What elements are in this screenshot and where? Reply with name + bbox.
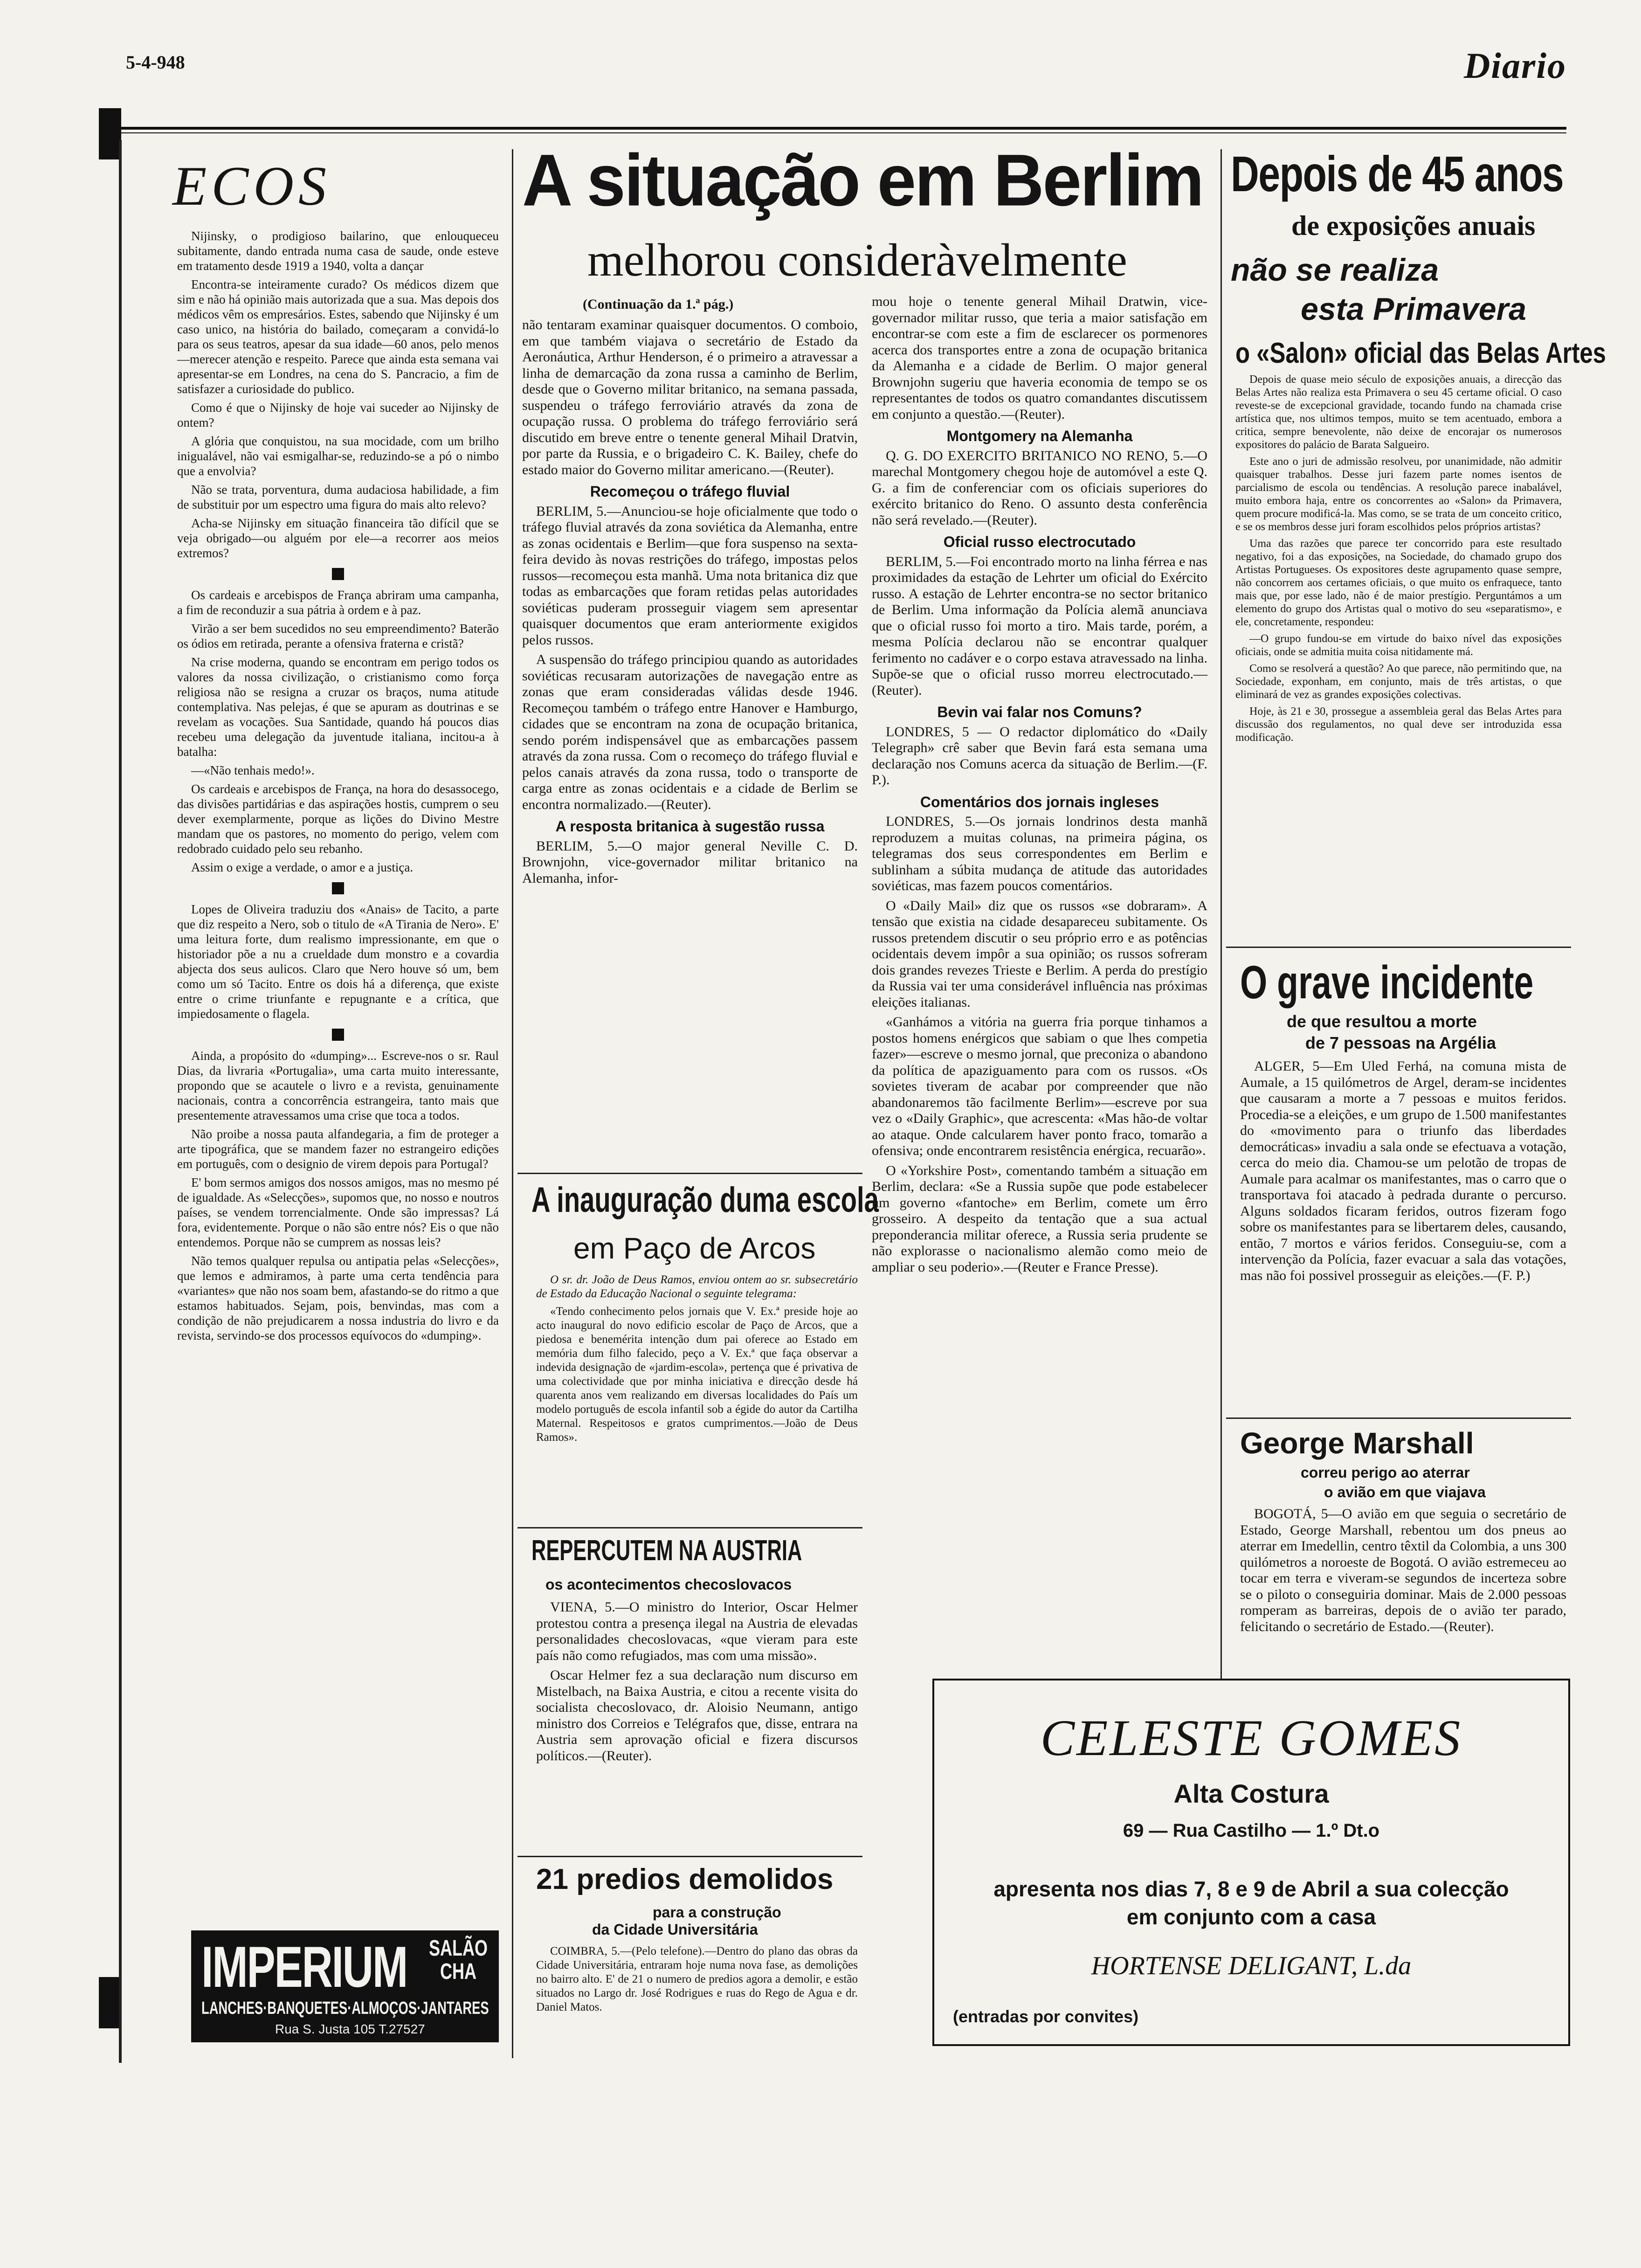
article-paragraph: BERLIM, 5.—Anunciou-se hoje oficialmente que todo o tráfego fluvial através da zona soviética da Alemanha, entre as zonas ocidentais e Berlim—que fora suspenso na sexta-feira devido às novas restrições do tráfego, impostas pelos russos—recomeçou esta manhã. Uma nota britanica diz que todas as embarcações que foram retidas pelas autoridades soviéticas puderam prosseguir viagem sem apresentar quaisquer documentos que eram anteriormente exigidos pelos russos.: [522, 503, 858, 648]
ecos-paragraph: Como é que o Nijinsky de hoje vai suceder ao Nijinsky de ontem?: [177, 401, 499, 429]
exposicoes-headline-5: o «Salon» oficial das Belas Artes: [1235, 337, 1606, 369]
ecos-paragraph: Não temos qualquer repulsa ou antipatia pelas «Selecções», que lemos e admiramos, à parte uma certa tendência para «variantes» que não nos soam bem, afastando-se do ritmo a que estamos habituados. Sejam, pois, benvindas, mas com a condição de não prejudicarem a nossa industria do livro e da revista, servindo-se dos processos equívocos do «dumping».: [177, 1254, 499, 1342]
section-bullet: [332, 882, 344, 894]
predios-headline: 21 predios demolidos: [536, 1863, 834, 1895]
margin-block: [99, 108, 121, 159]
column-divider: [1220, 149, 1222, 1680]
article-paragraph: BERLIM, 5.—O major general Neville C. D. Brownjohn, vice-governador militar britanico na Alemanha, infor-: [522, 838, 858, 886]
predios-subheadline: para a construção: [653, 1904, 781, 1921]
exposicoes-headline-4: esta Primavera: [1301, 291, 1526, 327]
imperium-salao: [429, 1937, 488, 1984]
ecos-paragraph: Os cardeais e arcebispos de França abriram uma campanha, a fim de reconduzir a sua pátria à ordem e à paz.: [177, 588, 499, 617]
ecos-paragraph: Assim o exige a verdade, o amor e a justiça.: [191, 860, 414, 874]
article-paragraph: VIENA, 5.—O ministro do Interior, Oscar Helmer protestou contra a presença ilegal na Austria de elevadas personalidades checoslovacas, «que vieram para este país não como refugiados, mas com uma missão».: [536, 1599, 858, 1663]
ecos-paragraph: Os cardeais e arcebispos de França, na hora do desassocego, das divisões partidárias e das aspirações hostis, cumprem o seu dever exemplarmente, porque as lições do Divino Mestre mandam que os pastores, no momento do perigo, velem com redobrado cuidado pelo seu rebanho.: [177, 782, 499, 856]
ecos-paragraph: Ainda, a propósito do «dumping»... Escreve-nos o sr. Raul Dias, da livraria «Portugalia», uma carta muito interessante, propondo que se acautele o livro e a revista, genuinamente nacionais, contra a concorrência estrangeira, tanto mais que presentemente atravessamos uma crise que toca a todos.: [177, 1049, 499, 1122]
section-rule: [1226, 947, 1571, 948]
continuation-note: (Continuação da 1.ª pág.): [583, 297, 734, 312]
ecos-paragraph: Nijinsky, o prodigioso bailarino, que enlouqueceu subitamente, dando entrada numa casa de saude, onde esteve em tratamento desde 1919 a 1940, volta a dançar: [177, 229, 499, 273]
section-rule: [517, 1173, 862, 1174]
ecos-paragraph: A glória que conquistou, na sua mocidade, com um brilho inigualável, não vai esmigalhar-se, reduzindo-se a pó o nimbo que a envolvia?: [177, 434, 499, 478]
ecos-column: [177, 228, 499, 1347]
article-subheading: A resposta britanica à sugestão russa: [555, 818, 825, 835]
celeste-note: (entradas por convites): [953, 2007, 1139, 2026]
section-rule: [517, 1856, 862, 1857]
article-paragraph: «Ganhámos a vitória na guerra fria porque tinhamos a postos homens enérgicos que sabiam o que lhes competia fazer»—escreve o mesmo jornal, que preconiza o abandono da política de apaziguamento para com os russos. «Os sovietes tiveram de acabar por compreender que não abandonaremos tão facilmente Berlim»—escreve por sua vez o «Daily Graphic», que acrescenta: «Mas hão-de voltar ao ataque. Onde calcularem haver ponto fraco, tomarão a ofensiva; onde encontrarem resistência enérgica, recuarão».: [872, 1014, 1207, 1158]
incidente-column: [1240, 1058, 1566, 1287]
berlim-subheadline: melhorou consideràvelmente: [587, 234, 1127, 286]
article-subheading: Oficial russo electrocutado: [943, 533, 1136, 550]
page-date: 5-4-948: [126, 52, 185, 73]
ecos-paragraph: Na crise moderna, quando se encontram em perigo todos os valores da nossa civilização, o cristianismo como força religiosa não se resigna a cruzar os braços, numa atitude contemplativa. Nas pelejas, é que se apuram as doutrinas e se revelam as vocações. Sua Santidade, quando há poucos dias recebeu uma delegação da juventude italiana, incitou-a à batalha:: [177, 655, 499, 759]
celeste-partner: HORTENSE DELIGANT, L.da: [1091, 1951, 1412, 1980]
ecos-paragraph: Encontra-se inteiramente curado? Os médicos dizem que sim e não há opinião mais autorizada que a sua. Mas depois dos médicos vêm os empresários. Estes, sabendo que Nijinsky é um caso unico, na história do bailado, começaram a convidá-lo para os seus teatros, apesar da sua idade—60 anos, pelo menos—merecer atenção e respeito. Parece que ainda esta semana vai apresentar-se em Londres, na cena do S. Pancracio, a fim de satisfazer a curiosidade do publico.: [177, 277, 499, 396]
imperium-salao-label: SALÃO: [429, 1936, 488, 1961]
article-paragraph: ALGER, 5—Em Uled Ferhá, na comuna mista de Aumale, a 15 quilómetros de Argel, deram-se incidentes que causaram a morte a 7 pessoas e muitos feridos. Procedia-se a eleições, e um grupo de 1.500 manifestantes do «movimento para o triunfo das liberdades democráticas» invadiu a sala onde se efectuava a votação, cerca do meio dia. Chamou-se um pelotão de tropas de Aumale para acalmar os manifestantes, mas o carro que o transportava foi atacado à pedrada durante o percurso. Alguns soldados ficaram feridos, outros fizeram fogo sobre os manifestantes para se libertarem deles, causando, então, 7 mortos e vários feridos. Conseguiu-se, com a intervenção da Polícia, fazer evacuar a sala das votações, mas não foi possivel prosseguir as eleições.—(F. P.): [1240, 1058, 1566, 1283]
section-rule: [517, 1527, 862, 1528]
ecos-paragraph: —«Não tenhais medo!».: [191, 763, 315, 777]
article-paragraph: Uma das razões que parece ter concorrido para este resultado negativo, foi a das exposições, na Sociedade, do chamado grupo dos Artistas Portugueses. Os expositores deste agrupamento quase sempre, não concorrem aos certames oficiais, o que muito os enfraquece, tanto mais que, por esse lado, não é de maior prestígio. Perguntámos a um elemento do grupo dos Artistas qual o motivo do seu «separatismo», e ele, concretamente, respondeu:: [1235, 538, 1562, 628]
article-paragraph: LONDRES, 5 — O redactor diplomático do «Daily Telegraph» crê saber que Bevin fará esta semana uma declaração nos Comuns acerca da situação de Berlim.—(F. P.).: [872, 724, 1207, 788]
imperium-name: IMPERIUM: [201, 1935, 407, 1999]
marshall-subheadline: o avião em que viajava: [1324, 1484, 1486, 1500]
article-paragraph: LONDRES, 5.—Os jornais londrinos desta manhã reproduzem a muitas colunas, na primeira página, os telegramas dos seus correspondentes em Berlim e sublinham a súbita mudança de atitude das autoridades soviéticas, mas fazem poucos comentários.: [872, 814, 1207, 893]
celeste-name: CELESTE GOMES: [1040, 1709, 1462, 1766]
ecos-title: ECOS: [172, 155, 331, 217]
article-paragraph: «Tendo conhecimento pelos jornais que V. Ex.ª preside hoje ao acto inaugural do novo edificio escolar de Paço de Arcos, que a piedosa e benemérita intenção dum pai oferece ao Estado em memória dum filho falecido, peço a V. Ex.ª que faça observar a indevida designação de «jardim-escola», pertença que é privativa de uma colectividade que por minha iniciativa e direcção desde há quarenta anos vem realizando em diversas localidades do País um modelo português de escola infantil sob a égide do autor da Cartilha Maternal. Respeitosos e gratos cumprimentos.—João de Deus Ramos».: [536, 1305, 858, 1444]
berlim-column-1: [522, 317, 858, 890]
marshall-subheadline: correu perigo ao aterrar: [1301, 1464, 1470, 1481]
article-paragraph: Como se resolverá a questão? Ao que parece, não permitindo que, na Sociedade, exponham, em conjunto, mais de três artistas, o que eliminará de vez as grandes exposições colectivas.: [1235, 663, 1562, 701]
inauguracao-column: [536, 1273, 858, 1448]
margin-block: [99, 1977, 121, 2028]
article-paragraph: não tentaram examinar quaisquer documentos. O comboio, em que também viajava o secretário de Estado da Aeronáutica, Arthur Henderson, é o primeiro a atravessar a linha de demarcação da zona russa a caminho de Berlim, desde que o Governo militar britanico, na semana passada, suspendeu o tráfego ferroviário através da zona de ocupação russa. O problema do tráfego ferroviário será discutido em breve entre o tenente general Mihail Dratvin, por parte da Russia, e o brigadeiro C. K. Bailey, chefe do estado maior do Governo militar americano.—(Reuter).: [522, 317, 858, 477]
article-paragraph: Q. G. DO EXERCITO BRITANICO NO RENO, 5.—O marechal Montgomery chegou hoje de automóvel a este Q. G. a fim de conferenciar com os oficiais superiores do exército britanico do Reno. O assunto desta conferência não será revelado.—(Reuter).: [872, 448, 1207, 528]
celeste-trade: Alta Costura: [1173, 1779, 1329, 1808]
article-subheading: Recomeçou o tráfego fluvial: [590, 483, 790, 500]
masthead: Diario: [1463, 45, 1566, 86]
berlim-headline: A situação em Berlim: [522, 138, 1203, 221]
inauguracao-subheadline: em Paço de Arcos: [573, 1231, 816, 1265]
ecos-paragraph: Não proibe a nossa pauta alfandegaria, a fim de proteger a arte tipográfica, que se mandem fazer no estrangeiro edições em português, com o designio de virem depois para Portugal?: [177, 1127, 499, 1171]
exposicoes-column: [1235, 373, 1562, 748]
celeste-gomes-advertisement: [932, 1679, 1570, 2046]
imperium-advertisement: [191, 1930, 499, 2042]
predios-column: [536, 1944, 858, 2018]
top-rule: [107, 127, 1566, 130]
section-bullet: [332, 1029, 344, 1041]
section-rule: [1226, 1418, 1571, 1419]
column-divider: [119, 140, 122, 2063]
article-subheading: Bevin vai falar nos Comuns?: [937, 704, 1142, 720]
exposicoes-headline-3: não se realiza: [1231, 252, 1439, 288]
celeste-line-1: apresenta nos dias 7, 8 e 9 de Abril a sua colecção: [993, 1877, 1509, 1901]
exposicoes-headline: Depois de 45 anos: [1231, 145, 1564, 202]
article-paragraph: COIMBRA, 5.—(Pelo telefone).—Dentro do plano das obras da Cidade Universitária, entraram hoje numa nova fase, as demolições no bairro alto. E' de 21 o numero de predios agora a demolir, e estão situados no Largo dr. José Rodrigues e ruas do Rego de Agua e dr. Daniel Matos.: [536, 1945, 858, 2013]
celeste-line-2: em conjunto com a casa: [1126, 1905, 1376, 1929]
celeste-address: 69 — Rua Castilho — 1.º Dt.o: [1123, 1820, 1380, 1841]
berlim-column-2: [872, 294, 1207, 1279]
article-subheading: Comentários dos jornais ingleses: [920, 793, 1159, 810]
marshall-headline: George Marshall: [1240, 1426, 1474, 1460]
austria-column: [536, 1599, 858, 1768]
incidente-subheadline: de que resultou a morte: [1287, 1012, 1477, 1031]
austria-subheadline: os acontecimentos checoslovacos: [545, 1576, 792, 1593]
article-paragraph: BOGOTÁ, 5—O avião em que seguia o secretário de Estado, George Marshall, rebentou um dos pneus ao aterrar em Imedellin, centro têxtil da Colombia, a uns 300 quilómetros a noroeste de Bogotá. O avião estremeceu ao tocar em terra e viveram-se segundos de incerteza sobre se o piloto o conseguiria dominar. Mais de 2.000 pessoas romperam as barreiras, depois de o avião ter parado, felicitando o secretário de Estado.—(Reuter).: [1240, 1506, 1566, 1634]
section-bullet: [332, 568, 344, 580]
article-paragraph: Depois de quase meio século de exposições anuais, a direcção das Belas Artes não realiza esta Primavera o seu 45 certame oficial. O caso reveste-se de excepcional gravidade, tocando fundo na chamada crise artística que, nos ultimos tempos, muito se tem acentuado, embora a critica, sempre benevolente, não deixe de encorajar os numerosos expositores do palácio de Barata Salgueiro.: [1235, 373, 1562, 451]
imperium-cha-label: CHA: [440, 1959, 476, 1984]
article-paragraph: —O grupo fundou-se em virtude do baixo nível das exposições oficiais, onde se admitia muita coisa nitidamente má.: [1235, 633, 1562, 658]
incidente-subheadline: de 7 pessoas na Argélia: [1305, 1033, 1496, 1052]
article-paragraph: A suspensão do tráfego principiou quando as autoridades soviéticas recusaram autorizações de navegação entre as zonas que eram consideradas válidas desde 1946. Recomeçou também o tráfego entre Hanover e Hamburgo, cidades que se encontram na zona de ocupação britanica, sendo porém indispensável que as embarcações passem através da zona russa. Com o recomeço do tráfego fluvial e pelos canais através da zona russa, todo o transporte de carga entre as zonas ocidentais e a cidade de Berlim se encontra normalizado.—(Reuter).: [522, 652, 858, 812]
imperium-services: LANCHES·BANQUETES·ALMOÇOS·JANTARES: [201, 1998, 489, 2018]
ecos-paragraph: Lopes de Oliveira traduziu dos «Anais» de Tacito, a parte que diz respeito a Nero, sob o titulo de «A Tirania de Nero». E' uma leitura forte, dum realismo impressionante, em que o historiador põe a nu a crueldade dum monstro e a covardia abjecta dos seus aulicos. Claro que Nero houve só um, bem como um só Tacito. Entre os dois há a diferença, que existe entre o crime triunfante e repugnante e a crítica, que impiedosamente o flagela.: [177, 902, 499, 1021]
article-paragraph: Oscar Helmer fez a sua declaração num discurso em Mistelbach, na Baixa Austria, e citou a recente visita do socialista checoslovaco, dr. Aloisio Neumann, antigo ministro dos Correios e Telégrafos que, disse, entrara na Austria sem aprovação oficial e fizera discursos políticos.—(Reuter).: [536, 1667, 858, 1763]
inauguracao-headline: A inauguração duma escola: [531, 1180, 879, 1220]
marshall-column: [1240, 1506, 1566, 1639]
article-paragraph: Este ano o juri de admissão resolveu, por unanimidade, não admitir quaisquer trabalhos. Desse juri fazem parte nomes isentos de parcialismo de escola ou tendências. A resolução parece inabalável, muito embora haja, entre os concorrentes ao «Salon» da Primavera, quem procure modificá-la. Mas como, se se trata de um conceito critico, e se os membros desse juri foram escolhidos pelos próprios artistas?: [1235, 456, 1562, 533]
ecos-paragraph: E' bom sermos amigos dos nossos amigos, mas no mesmo pé de igualdade. As «Selecções», supomos que, no nosso e noutros países, se vendem torrencialmente. Onde são impressas? Lá fora, evidentemente. Porque o não são entre nós? Eis o que não entendemos. Porque não se cumprem as nossas leis?: [177, 1175, 499, 1249]
article-paragraph: O «Daily Mail» diz que os russos «se dobraram». A tensão que existia na cidade desapareceu subitamente. Os russos pretendem discutir o seu próprio erro e as potências ocidentais devem impôr a sua opinião; os russos sofreram dois grandes revezes Trieste e Berlim. A perda do prestígio da Russia vai ter uma considerável influência nas próximas eleições italianas.: [872, 898, 1207, 1010]
incidente-headline: O grave incidente: [1240, 956, 1534, 1009]
article-paragraph: O «Yorkshire Post», comentando também a situação em Berlim, declara: «Se a Russia supõe que pode estabelecer um governo «fantoche» em Berlim, comete um êrro grosseiro. A despeito da tentação que a sua actual preponderancia militar oferece, a Russia seria prudente se não explorasse o nacionalismo alemão como meio de ampliar o seu poderio».—(Reuter e France Presse).: [872, 1162, 1207, 1275]
article-paragraph: mou hoje o tenente general Mihail Dratwin, vice-governador militar russo, que teria a maior satisfação em encontrar-se com este a fim de esclarecer os pormenores acerca dos transportes entre a zona de ocupação britanica da Alemanha e a cidade de Berlim. O major general Brownjohn sugeriu que haveria economia de tempo se os representantes de todos os quatro comandantes discutissem em conjunto a questão.—(Reuter).: [872, 294, 1207, 422]
ecos-paragraph: Não se trata, porventura, duma audaciosa habilidade, a fim de substituir por um espectro uma figura do mais alto relevo?: [177, 483, 499, 512]
article-intro: O sr. dr. João de Deus Ramos, enviou ontem ao sr. subsecretário de Estado da Educação Nacional o seguinte telegrama:: [536, 1273, 858, 1300]
column-divider: [512, 149, 513, 2058]
ecos-paragraph: Acha-se Nijinsky em situação financeira tão difícil que se veja obrigado—ou alguém por ele—a recorrer aos meios extremos?: [177, 516, 499, 560]
austria-headline: REPERCUTEM NA AUSTRIA: [531, 1535, 802, 1567]
top-rule-thin: [107, 132, 1566, 133]
article-paragraph: BERLIM, 5.—Foi encontrado morto na linha férrea e nas proximidades da estação de Lehrter um oficial do Exército russo. A estação de Lehrter encontra-se no sector britanico de Berlim. Uma informação da Polícia alemã anunciava que o oficial russo foi morto a tiro. Mais tarde, porém, a mesma Polícia declarou não se encontrar qualquer ferimento no cadáver e o corpo estava atravessado na linha. Supõe-se que o oficial russo morreu electrocutado.—(Reuter).: [872, 553, 1207, 698]
exposicoes-headline-2: de exposições anuais: [1291, 210, 1536, 241]
article-paragraph: Hoje, às 21 e 30, prossegue a assembleia geral das Belas Artes para discussão dos regulamentos, no qual deve ser introduzida essa modificação.: [1235, 705, 1562, 744]
ecos-paragraph: Virão a ser bem sucedidos no seu empreendimento? Baterão os ódios em retirada, perante a ofensiva fraterna e cristã?: [177, 622, 499, 650]
predios-subheadline: da Cidade Universitária: [592, 1921, 758, 1938]
article-subheading: Montgomery na Alemanha: [946, 428, 1133, 444]
imperium-address: Rua S. Justa 105 T.27527: [275, 2022, 425, 2036]
